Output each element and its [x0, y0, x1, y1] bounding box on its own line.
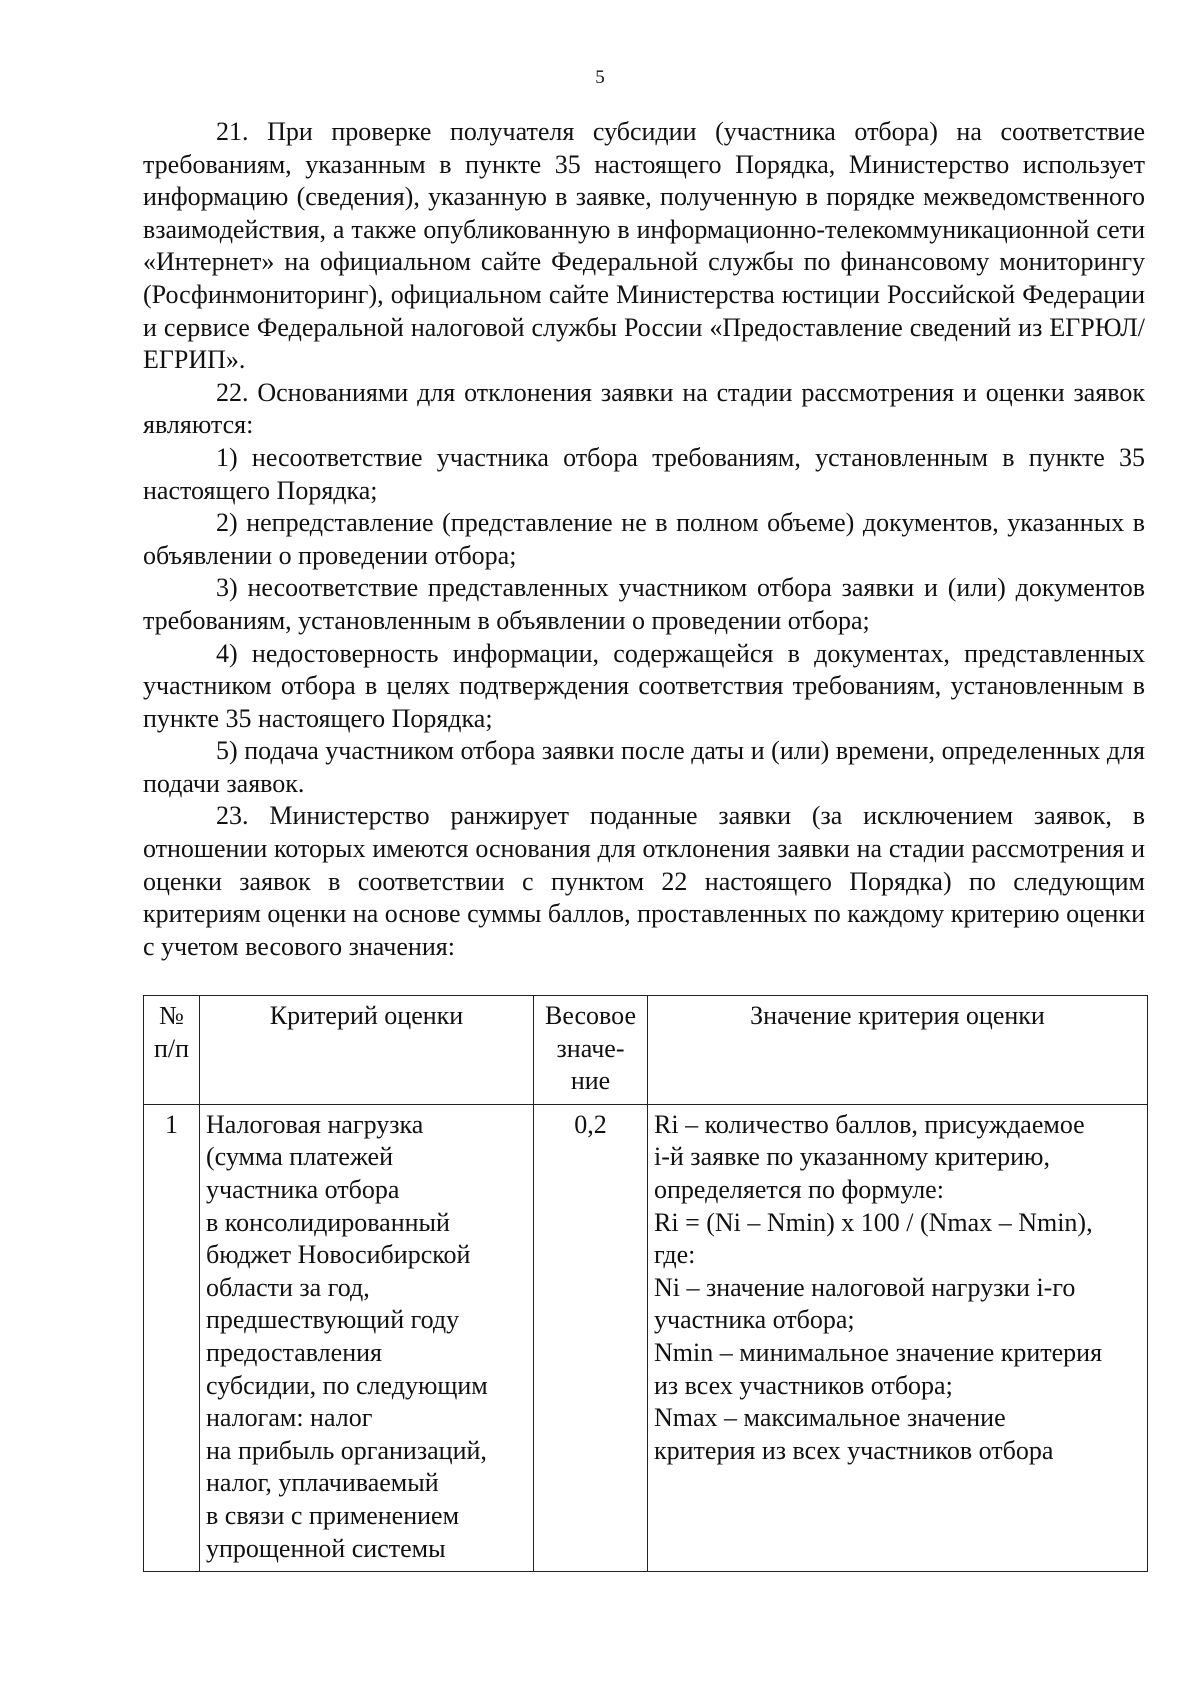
header-weight-line3: ние — [570, 1066, 611, 1096]
list-item-2: 2) непредставление (представление не в полном объеме) документов, указанных в объявлении о проведении отбора; — [143, 508, 1145, 570]
header-weight-line1: Весовое — [544, 1001, 637, 1030]
value-line: участника отбора; — [654, 1305, 855, 1335]
criterion-line: в консолидированный — [206, 1207, 450, 1237]
header-weight — [534, 996, 648, 1105]
criterion-line: бюджет Новосибирской — [206, 1240, 471, 1270]
criterion-line: предшествующий году — [206, 1305, 460, 1335]
header-value: Значение критерия оценки — [648, 996, 1148, 1105]
header-criterion: Критерий оценки — [200, 996, 534, 1105]
criterion-line: участника отбора — [206, 1174, 400, 1204]
value-line: Ri – количество баллов, присуждаемое — [654, 1109, 1085, 1139]
header-weight-line2: значе- — [556, 1033, 625, 1063]
value-line: критерия из всех участников отбора — [654, 1435, 1054, 1465]
criterion-line: на прибыль организаций, — [206, 1435, 487, 1465]
criterion-line: упрощенной системы — [206, 1533, 446, 1563]
criteria-table-wrapper — [143, 995, 1147, 1572]
criterion-line: налогам: налог — [206, 1403, 373, 1433]
list-item-4: 4) недостоверность информации, содержащейся в документах, представленных участником отбора в целях подтверждения соответствия требованиям, установленным в пункте 35 настоящего Порядка; — [143, 638, 1145, 733]
criterion-line: субсидии, по следующим — [206, 1370, 488, 1400]
value-line: Ri = (Ni – Nmin) x 100 / (Nmax – Nmin), — [654, 1207, 1093, 1237]
page-number: 5 — [595, 67, 605, 88]
value-line: где: — [654, 1240, 696, 1270]
row-value — [648, 1104, 1148, 1571]
criterion-line: налог, уплачиваемый — [206, 1468, 439, 1498]
table-row — [144, 1104, 1148, 1571]
header-number — [144, 996, 200, 1105]
row-number: 1 — [144, 1104, 200, 1571]
paragraph-21: 21. При проверке получателя субсидии (участника отбора) на соответствие требованиям, указанным в пункте 35 настоящего Порядка, Министерство использует информацию (сведения), указанную в заявке, полученную в порядке межведомственного взаимодействия, а также опубликованную в информационно-телекоммуникационной сети «Интернет» на официальном сайте Федеральной службы по финансовому мониторингу (Росфинмониторинг), официальном сайте Министерства юстиции Российской Федерации и сервисе Федеральной налоговой службы России «Предоставление сведений из ЕГРЮЛ/ЕГРИП». — [143, 117, 1145, 375]
criteria-table — [143, 995, 1148, 1572]
criterion-line: Налоговая нагрузка — [206, 1109, 424, 1139]
row-weight: 0,2 — [534, 1104, 648, 1571]
value-line: из всех участников отбора; — [654, 1370, 953, 1400]
paragraph-23: 23. Министерство ранжирует поданные заявки (за исключением заявок, в отношении которых имеются основания для отклонения заявки на стадии рассмотрения и оценки заявок в соответствии с пунктом 22 настоящего Порядка) по следующим критериям оценки на основе суммы баллов, проставленных по каждому критерию оценки с учетом весового значения: — [143, 801, 1145, 961]
value-line: Nmin – минимальное значение критерия — [654, 1337, 1103, 1367]
value-line: Ni – значение налоговой нагрузки i-го — [654, 1272, 1076, 1302]
criterion-line: области за год, — [206, 1272, 370, 1302]
list-item-5: 5) подача участником отбора заявки после даты и (или) времени, определенных для подачи заявок. — [143, 736, 1145, 798]
header-number-line1: № — [159, 1001, 184, 1030]
header-number-line2: п/п — [153, 1033, 190, 1063]
criterion-line: (сумма платежей — [206, 1142, 394, 1172]
paragraph-22: 22. Основаниями для отклонения заявки на стадии рассмотрения и оценки заявок являются: — [143, 377, 1145, 440]
row-criterion — [200, 1104, 534, 1571]
table-header-row — [144, 996, 1148, 1105]
value-line: Nmax – максимальное значение — [654, 1403, 1006, 1433]
criterion-line: предоставления — [206, 1337, 382, 1367]
list-item-1: 1) несоответствие участника отбора требованиям, установленным в пункте 35 настоящего Порядка; — [143, 442, 1145, 505]
value-line: i-й заявке по указанному критерию, — [654, 1142, 1050, 1172]
criterion-line: в связи с применением — [206, 1500, 460, 1530]
list-item-3: 3) несоответствие представленных участником отбора заявки и (или) документов требованиям, установленным в объявлении о проведении отбора; — [143, 573, 1145, 635]
value-line: определяется по формуле: — [654, 1174, 944, 1204]
document-body — [143, 116, 1145, 963]
